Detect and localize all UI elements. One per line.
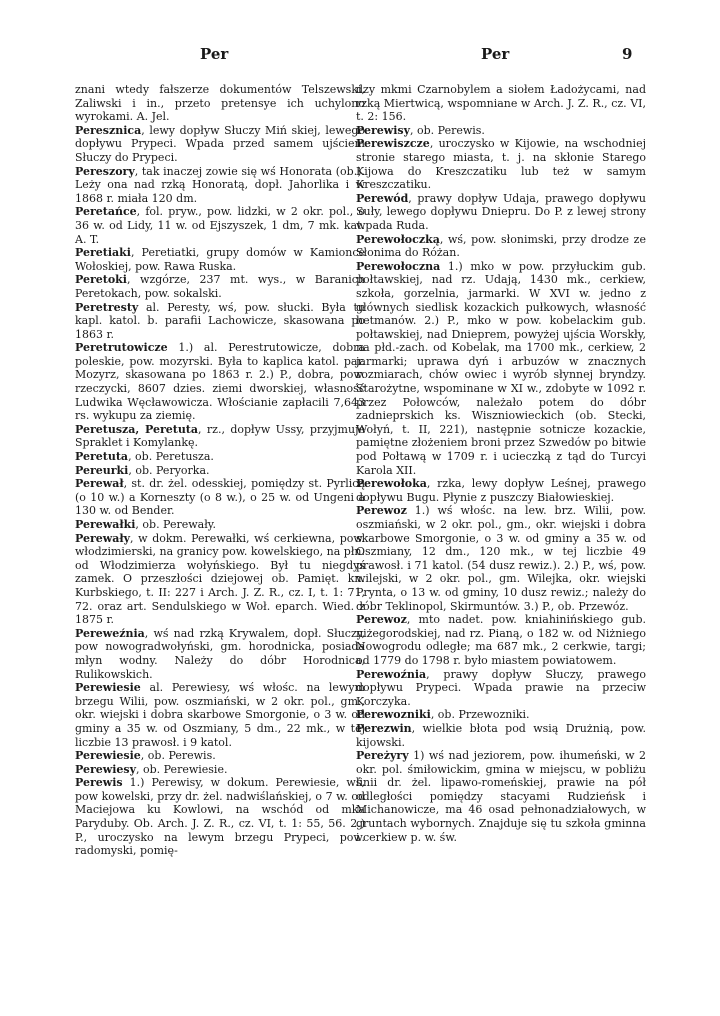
entry-text: , fol. pryw., pow. lidzki, w 2 okr. pol., o 36 w. od Lidy, 11 w. od Ejszyszek, 1 dm, 7 mk. kat. A. T.	[75, 205, 365, 246]
dictionary-entry	[75, 627, 365, 681]
dictionary-entry	[356, 137, 646, 191]
dictionary-entry	[356, 477, 646, 504]
entry-text: , wś nad rzką Krywalem, dopł. Słuczy, pow nowogradwołyński, gm. horodnicka, posiada młyn wodny. Należy do dóbr Horodnica, Rulikowskich.	[75, 626, 365, 681]
dictionary-entry	[356, 722, 646, 749]
dictionary-entry	[75, 83, 365, 124]
dictionary-entry	[356, 504, 646, 613]
dictionary-entry	[75, 246, 365, 273]
dictionary-entry	[356, 749, 646, 844]
entry-headword: Perewołoczką	[356, 232, 440, 246]
dictionary-entry	[75, 205, 365, 246]
entry-headword: Pereszory	[75, 164, 135, 178]
entry-text: , rzka, lewy dopływ Leśnej, prawego dopływu Bugu. Płynie z puszczy Białowieskiej.	[356, 477, 646, 504]
entry-text: , uroczysko w Kijowie, na wschodniej stronie starego miasta, t. j. na skłonie Starego Kijowa do Kreszczatiku lub też w samym Kreszczatiku.	[356, 137, 646, 192]
dictionary-entry	[75, 273, 365, 300]
dictionary-entry	[75, 763, 365, 777]
entry-headword: Pereurki	[75, 463, 129, 477]
entry-headword: Pereweźnia	[75, 626, 145, 640]
entry-headword: Peretoki	[75, 273, 127, 287]
right-column	[356, 83, 646, 844]
dictionary-entry	[356, 124, 646, 138]
dictionary-entry	[75, 749, 365, 763]
running-head-left: Per	[200, 45, 229, 63]
entry-text: 1.) mko w pow. przyłuckim gub. połtawskiej, nad rz. Udają, 1430 mk., cerkiew, szkoła, gorzelnia, jarmarki. W XVI w. jedno z głównych siedlisk kozackich pułkowych, własność hetmanów. 2.) P., mko w pow. kobelackim gub. połtawskiej, nad Dnieprem, powyżej ujścia Worskły, na płd.-zach. od Kobelak, ma 1700 mk., cerkiew, 2 jarmarki; uprawa dyń i arbuzów w znacznych rozmiarach, chów owiec i wyrób słynnej bryndzy. Starożytne, wspominane w XI w., zdobyte w 1092 r. przez Połowców, należało potem do dóbr zadnieprskich ks. Wiszniowieckich (ob. Stecki, Wołyń, t. II, 221), następnie sotnicze kozackie, pamiętne złożeniem broni przez Szwedów po bitwie pod Połtawą w 1709 r. i ucieczką z tąd do Turcyi Karola XII.	[356, 259, 646, 477]
entry-text: , ob. Perewis.	[410, 123, 485, 137]
dictionary-entry	[356, 613, 646, 667]
entry-text: , wielkie błota pod wsią Drużnią, pow. kijowski.	[356, 721, 646, 749]
entry-text: , ob. Peryorka.	[128, 463, 210, 477]
dictionary-entry	[75, 518, 365, 532]
entry-headword: Peretresty	[75, 300, 139, 314]
dictionary-entry	[75, 124, 365, 165]
entry-text: , prawy dopływ Udaja, prawego dopływu Suły, lewego dopływu Dniepru. Do P. z lewej strony wpada Ruda.	[356, 191, 646, 232]
dictionary-entry	[75, 681, 365, 749]
entry-headword: Perewiszcze	[356, 137, 430, 151]
dictionary-entry	[75, 165, 365, 206]
entry-text: 1.) al. Perestrutowicze, dobra poleskie, pow. mozyrski. Była to kaplica katol. par. Mozyrz, skasowana po 1863 r. 2.) P., dobra, pow. rzeczycki, 8607 dzies. ziemi dworskiej, własność Ludwika Węcławowicza. Włościanie zapłacili 7,643 rs. wykupu za ziemię.	[75, 341, 365, 423]
entry-text: 1.) Perewisy, w dokum. Perewiesie, wś, pow kowelski, przy dr. żel. nadwiślańskiej, o 7 w. od Maciejowa ku Kowlowi, na wschód od mka Paryduby. Ob. Arch. J. Z. R., cz. VI, t. 1: 55, 56. 2.) P., uroczysko na lewym brzegu Prypeci, pow. radomyski, pomię-	[75, 776, 365, 858]
entry-text: , ob. Peretusza.	[128, 450, 214, 464]
entry-text: znani wtedy fałszerze dokumentów Telszewski, Zaliwski i in., przeto pretensye ich uchylono wyrokami. A. Jel.	[75, 83, 365, 124]
dictionary-entry	[75, 776, 365, 858]
dictionary-entry	[75, 464, 365, 478]
entry-text: 1) wś nad jeziorem, pow. ihumeński, w 2 okr. pol. śmiłowickim, gmina w miejscu, w pobliżu linii dr. żel. lipawo-romeńskiej, prawie na pół odległości pomiędzy stacyami Rudzieńsk i Michanowicze, ma 46 osad pełnonadziałowych, w gruntach wybornych. Znajduje się tu szkoła gminna i cerkiew p. w. św.	[356, 749, 646, 844]
running-head-right: Per	[481, 45, 510, 63]
entry-text: , ob. Perewiesie.	[136, 762, 228, 776]
entry-text: , ob. Perewis.	[140, 749, 216, 763]
entry-text: , prawy dopływ Słuczy, prawego dopływu Prypeci. Wpada prawie na przeciw Korczyka.	[356, 667, 646, 708]
dictionary-entry	[75, 532, 365, 627]
entry-headword: Perezwin	[356, 721, 412, 735]
entry-headword: Peretiaki	[75, 246, 131, 260]
entry-text: , wzgórze, 237 mt. wys., w Baranich Peretokach, pow. sokalski.	[75, 273, 365, 300]
entry-text: , wś, pow. słonimski, przy drodze ze Słonima do Różan.	[356, 232, 646, 260]
entry-headword: Peretrutowicze	[75, 341, 168, 355]
entry-text: al. Perewiesy, wś włośc. na lewym brzegu Wilii, pow. oszmiański, w 2 okr. pol., gm., okr. wiejski i dobra skarbowe Smorgonie, o 3 w. od gminy a 35 w. od Oszmiany, 5 dm., 22 mk., w tej liczbie 13 prawosł. i 9 katol.	[75, 681, 365, 749]
entry-headword: Perewiesie	[75, 681, 141, 695]
entry-headword: Perewoz	[356, 504, 407, 518]
dictionary-entry	[356, 233, 646, 260]
entry-headword: Perewoz	[356, 613, 407, 627]
dictionary-entry	[356, 260, 646, 478]
entry-headword: Perewód	[356, 191, 409, 205]
entry-headword: Perewołoka	[356, 477, 427, 491]
entry-headword: Perewał	[75, 477, 124, 491]
entry-headword: Peretusza, Peretuta	[75, 422, 199, 436]
entry-headword: Perewisy	[356, 123, 411, 137]
entry-text: , rz., dopływ Ussy, przyjmuje Spraklet i Komylankę.	[75, 422, 365, 450]
entry-text: , w dokm. Perewałki, wś cerkiewna, pow. włodzimierski, na granicy pow. kowelskiego, na płn. od Włodzimierza wołyńskiego. Był tu niegdyś zamek. O przeszłości dziejowej ob. Pamięt. kn. Kurbskiego, t. II: 227 i Arch. J. Z. R., cz. I, t. 1: 71, 72. oraz art. Sendulskiego w Woł. eparch. Wied. z 1875 r.	[75, 531, 365, 627]
dictionary-entry	[75, 423, 365, 450]
entry-headword: Perewiesy	[75, 762, 136, 776]
entry-text: , ob. Perewały.	[135, 518, 217, 531]
entry-headword: Peresznica	[75, 123, 142, 137]
entry-text: al. Peresty, wś, pow. słucki. Była tu kapl. katol. b. parafii Lachowicze, skasowana po 1863 r.	[75, 300, 365, 341]
entry-headword: Perewały	[75, 531, 130, 545]
page-number: 9	[622, 45, 633, 63]
entry-text: , ob. Przewozniki.	[430, 708, 530, 722]
entry-headword: Peretuta	[75, 450, 129, 464]
entry-headword: Perewołoczna	[356, 259, 441, 273]
entry-text: , Peretiatki, grupy domów w Kamionce Wołoskiej, pow. Rawa Ruska.	[75, 246, 365, 273]
entry-headword: Perewozniki	[356, 708, 431, 722]
dictionary-entry	[75, 341, 365, 423]
left-column	[75, 83, 365, 858]
entry-headword: Perewałki	[75, 518, 136, 531]
entry-headword: Peretańce	[75, 205, 137, 219]
entry-headword: Perewis	[75, 776, 123, 790]
dictionary-entry	[75, 450, 365, 464]
entry-headword: Pereżyry	[356, 749, 409, 763]
dictionary-entry	[356, 192, 646, 233]
entry-text: , tak inaczej zowie się wś Honorata (ob.). Leży ona nad rzką Honoratą, dopł. Jahorlika i w 1868 r. miała 120 dm.	[75, 164, 365, 205]
entry-text: , mto nadet. pow. kniahinińskiego gub. niżegorodskiej, nad rz. Pianą, o 182 w. od Niżniego Nowogrodu odległe; ma 687 mk., 2 cerkwie, targi; od 1779 do 1798 r. było miastem powiatowem.	[356, 613, 646, 667]
dictionary-entry	[356, 668, 646, 709]
entry-text: , lewy dopływ Słuczy Miń skiej, lewego dopływu Prypeci. Wpada przed samem ujściem Słuczy do Prypeci.	[75, 123, 365, 164]
dictionary-entry	[356, 83, 646, 124]
entry-text: dzy mkmi Czarnobylem a siołem Ładożycami, nad rzką Miertwicą, wspomniane w Arch. J. Z. R., cz. VI, t. 2: 156.	[356, 83, 646, 124]
dictionary-entry	[75, 301, 365, 342]
entry-headword: Perewoźnia	[356, 667, 427, 681]
entry-text: 1.) wś włośc. na lew. brz. Wilii, pow. oszmiański, w 2 okr. pol., gm., okr. wiejski i dobra skarbowe Smorgonie, o 3 w. od gminy a 35 w. od Oszmiany, 12 dm., 120 mk., w tej liczbie 49 prawosł. i 71 katol. (54 dusz rewiz.). 2.) P., wś, pow. wilejski, w 2 okr. pol., gm. Wilejka, okr. wiejski Prynta, o 13 w. od gminy, 10 dusz rewiz.; należy do dóbr Teklinopol, Skirmuntów. 3.) P., ob. Przewóz.	[356, 504, 646, 613]
dictionary-entry	[356, 708, 646, 722]
entry-text: , st. dr. żel. odesskiej, pomiędzy st. Pyrlicą (o 10 w.) a Korneszty (o 8 w.), o 25 w. od Ungeni a 130 w. od Bender.	[75, 477, 365, 518]
dictionary-entry	[75, 477, 365, 518]
entry-headword: Perewiesie	[75, 749, 141, 763]
page-header	[0, 45, 720, 67]
